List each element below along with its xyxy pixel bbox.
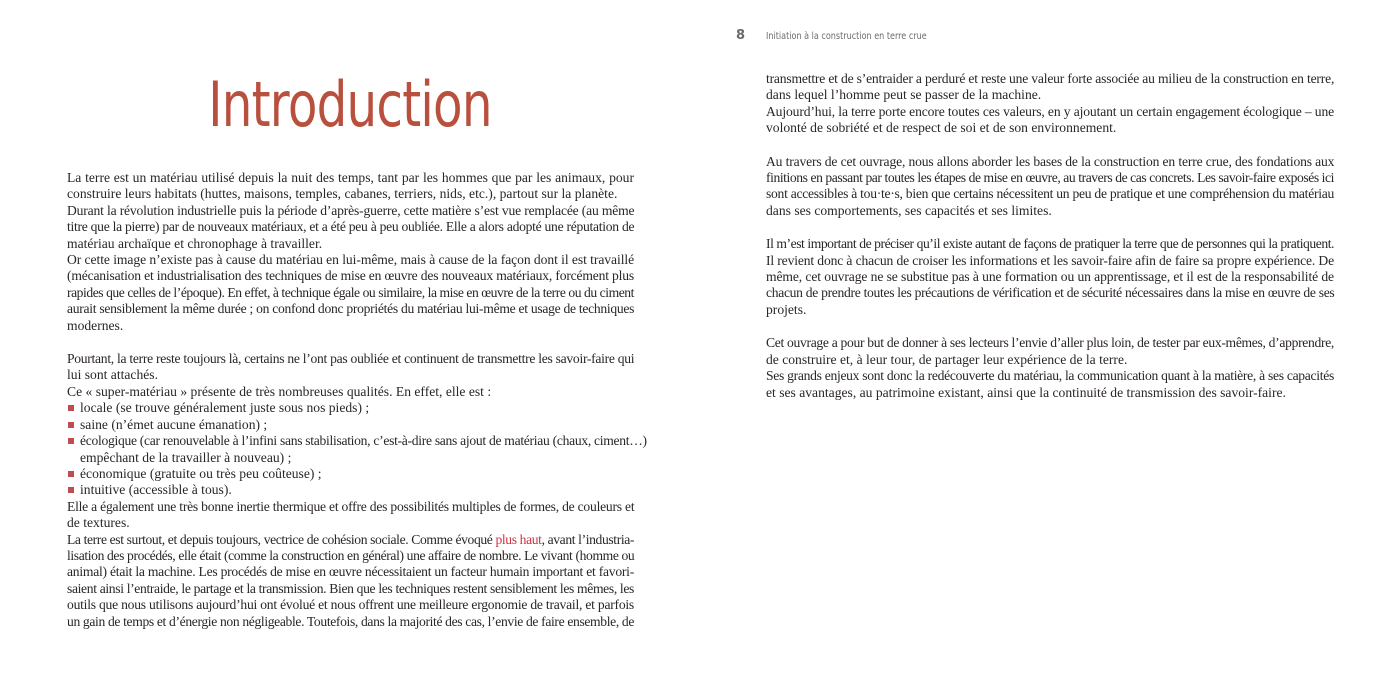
list-item [67,466,634,482]
bullet-square-icon [68,438,74,444]
text-line: aurait sensiblement la même durée ; on confond donc propriétés du matériau lui-même et usage de techniques [67,301,635,317]
list-item-text: écologique (car renouvelable à l’infini sans stabilisation, c’est-à-dire sans ajout de matériau (chaux, ciment…) [80,433,647,449]
text-line: outils que nous utilisons aujourd’hui ont évolué et nous offrent une meilleure ergonomie de travail, et parfois [67,597,634,613]
running-title: Initiation à la construction en terre crue [766,31,927,42]
bullet-square-icon [68,471,74,477]
text-line: de textures. [67,515,130,531]
text-segment: , avant l’industria- [541,531,635,547]
list-item-text: intuitive (accessible à tous). [80,482,232,498]
text-line: dans ses comportements, ses capacités et ses limites. [766,202,1052,218]
bullet-square-icon [68,405,74,411]
text-segment: La terre est surtout, et depuis toujours, vectrice de cohésion sociale. Comme évoqué [67,531,496,547]
right-body [766,71,1334,401]
text-line: Pourtant, la terre reste toujours là, certains ne l’ont pas oubliée et continuent de transmettre les savoir-faire qui [67,351,635,367]
bullet-square-icon [68,422,74,428]
paragraph-overview [766,154,1334,220]
paragraph-continuation [766,71,1334,137]
list-item-text: économique (gratuite ou très peu coûteuse) ; [80,465,322,481]
list-item-text: saine (n’émet aucune émanation) ; [80,416,268,432]
paragraph-disclaimer [766,236,1334,318]
text-line: matériau archaïque et chronophage à travailler. [67,235,323,251]
paragraph-qualities [67,351,647,630]
text-line: Il m’est important de préciser qu’il existe autant de façons de pratiquer la terre que de personnes qui la pratiquent. [766,236,1334,252]
text-line: et ses avantages, au patrimoine existant, ainsi que la continuité de transmission des savoir-faire. [766,384,1286,400]
list-item-text: locale (se trouve généralement juste sous nos pieds) ; [80,400,370,416]
text-line: Au travers de cet ouvrage, nous allons aborder les bases de la construction en terre crue, des fondations aux [766,153,1335,169]
text-line: chacun de prendre toutes les précautions de vérification et de sécurité nécessaires dans la mise en œuvre de ses [766,285,1335,301]
paragraph-goals [766,335,1334,401]
text-line: construire leurs habitats (huttes, maisons, temples, cabanes, terriers, nids, etc.), partout sur la planète. [67,186,618,202]
text-line: sont accessibles à tou·te·s, bien que certains nécessitent un peu de pratique et une compréhension du matériau [766,186,1334,202]
text-line: projets. [766,301,807,317]
text-line: (mécanisation et industrialisation des techniques de mise en œuvre des nouveaux matériaux, forcément plus [67,268,634,284]
text-line: Durant la révolution industrielle puis la période d’après-guerre, cette matière s’est vue remplacée (au même [67,202,635,218]
text-line: Aujourd’hui, la terre porte encore toutes ces valeurs, en y ajoutant un certain engagement écologique – une [766,103,1335,119]
text-line: Elle a également une très bonne inertie thermique et offre des possibilités multiples de formes, de couleurs et [67,498,635,514]
text-line: Ce « super-matériau » présente de très nombreuses qualités. En effet, elle est : [67,383,492,399]
text-line: Cet ouvrage a pour but de donner à ses lecteurs l’envie d’aller plus loin, de tester par eux-mêmes, d’apprendre, [766,335,1334,351]
text-line: animal) était la machine. Les procédés de mise en œuvre nécessitaient un facteur humain important et favori- [67,564,634,580]
text-line: Ses grands enjeux sont donc la redécouverte du matériau, la communication quant à la matière, à ses capacités [766,368,1334,384]
list-item-text: empêchant de la travailler à nouveau) ; [80,449,292,465]
text-line [67,532,634,548]
text-line: Il revient donc à chacun de croiser les informations et les savoir-faire afin de faire sa propre expérience. De [766,252,1334,268]
plus-haut-link[interactable]: plus haut [495,531,542,547]
text-line: La terre est un matériau utilisé depuis la nuit des temps, tant par les hommes que par les animaux, pour [67,170,634,185]
bullet-square-icon [68,487,74,493]
text-line: un gain de temps et d’énergie non négligeable. Toutefois, dans la majorité des cas, l’envie de faire ensemble, de [67,613,635,629]
text-line: lisation des procédés, elle était (comme la construction en général) une affaire de nombre. Le vivant (homme ou [67,547,635,563]
text-line: titre que la pierre) par de nouveaux matériaux, et a été peu à peu oubliée. Elle a alors adopté une réputation de [67,219,635,235]
list-item [67,433,647,466]
text-line: saient ainsi l’entraide, le partage et la transmission. Bien que les techniques restent sensiblement les mêmes, les [67,580,634,596]
text-line: de construire et, à leur tour, de partager leur expérience de la terre. [766,351,1128,367]
left-body [67,170,647,630]
text-line: transmettre et de s’entraider a perduré et reste une valeur forte associée au milieu de la construction en terre, [766,71,1335,86]
page-number: 8 [736,28,746,43]
text-line: rapides que celles de l’époque). En effet, à technique égale ou similaire, la mise en œuvre de la terre ou du ciment [67,284,634,300]
text-line: modernes. [67,317,124,333]
page-title: Introduction [208,68,492,141]
text-line: finitions en passant par toutes les étapes de mise en œuvre, au travers de cas concrets. Les savoir-faire exposés ici [766,170,1334,186]
text-line: même, cet ouvrage ne se substitue pas à une formation ou un apprentissage, et il est de la responsabilité de [766,269,1334,285]
text-line: lui sont attachés. [67,367,158,383]
paragraph-intro [67,170,634,334]
text-line: dans lequel l’homme peut se passer de la machine. [766,87,1042,103]
list-item [67,400,634,416]
list-item [67,482,634,498]
text-line: volonté de sobriété et de respect de soi et de son environnement. [766,120,1117,136]
text-line: Or cette image n’existe pas à cause du matériau en lui-même, mais à cause de la façon dont il est travaillé [67,252,635,268]
list-item [67,417,634,433]
